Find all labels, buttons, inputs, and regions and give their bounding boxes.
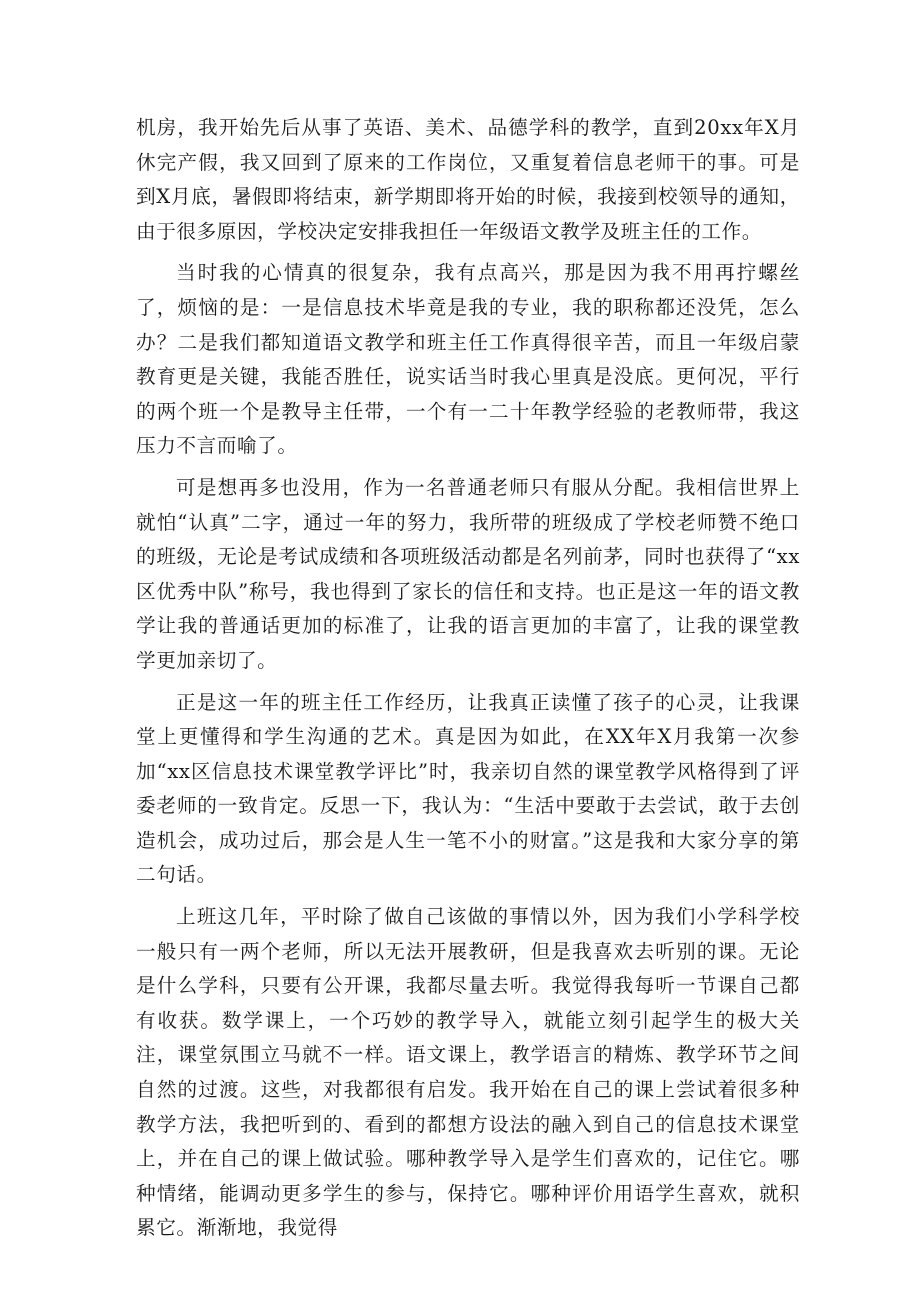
paragraph-1: 机房，我开始先后从事了英语、美术、品德学科的教学，直到20xx年X月休完产假，我又回到了原来的工作岗位，又重复着信息老师干的事。可是到X月底，暑假即将结束，新学期即将开始的时候，我接到校领导的通知，由于很多原因，学校决定安排我担任一年级语文教学及班主任的工作。 xyxy=(136,116,800,243)
paragraph-3: 可是想再多也没用，作为一名普通老师只有服从分配。我相信世界上就怕“认真”二字，通过一年的努力，我所带的班级成了学校老师赞不绝口的班级，无论是考试成绩和各项班级活动都是名列前茅，同时也获得了“xx区优秀中队”称号，我也得到了家长的信任和支持。也正是这一年的语文教学让我的普通话更加的标准了，让我的语言更加的丰富了，让我的课堂教学更加亲切了。 xyxy=(136,475,800,672)
paragraph-4: 正是这一年的班主任工作经历，让我真正读懂了孩子的心灵，让我课堂上更懂得和学生沟通的艺术。真是因为如此，在XX年X月我第一次参加“xx区信息技术课堂教学评比”时，我亲切自然的课堂教学风格得到了评委老师的一致肯定。反思一下，我认为：“生活中要敢于去尝试，敢于去创造机会，成功过后，那会是人生一笔不小的财富。”这是我和大家分享的第二句话。 xyxy=(136,690,800,887)
paragraph-2: 当时我的心情真的很复杂，我有点高兴，那是因为我不用再拧螺丝了，烦恼的是：一是信息技术毕竟是我的专业，我的职称都还没凭，怎么办？二是我们都知道语文教学和班主任工作真得很辛苦，而且一年级启蒙教育更是关键，我能否胜任，说实话当时我心里真是没底。更何况，平行的两个班一个是教导主任带，一个有一二十年教学经验的老教师带，我这压力不言而喻了。 xyxy=(136,261,800,458)
document-body xyxy=(136,111,800,1253)
paragraph-5: 上班这几年，平时除了做自己该做的事情以外，因为我们小学科学校一般只有一两个老师，所以无法开展教研，但是我喜欢去听别的课。无论是什么学科，只要有公开课，我都尽量去听。我觉得我每听一节课自己都有收获。数学课上，一个巧妙的教学导入，就能立刻引起学生的极大关注，课堂氛围立马就不一样。语文课上，教学语言的精炼、教学环节之间自然的过渡。这些，对我都很有启发。我开始在自己的课上尝试着很多种教学方法，我把听到的、看到的都想方设法的融入到自己的信息技术课堂上，并在自己的课上做试验。哪种教学导入是学生们喜欢的，记住它。哪种情绪，能调动更多学生的参与，保持它。哪种评价用语学生喜欢，就积累它。渐渐地，我觉得 xyxy=(136,905,800,1240)
